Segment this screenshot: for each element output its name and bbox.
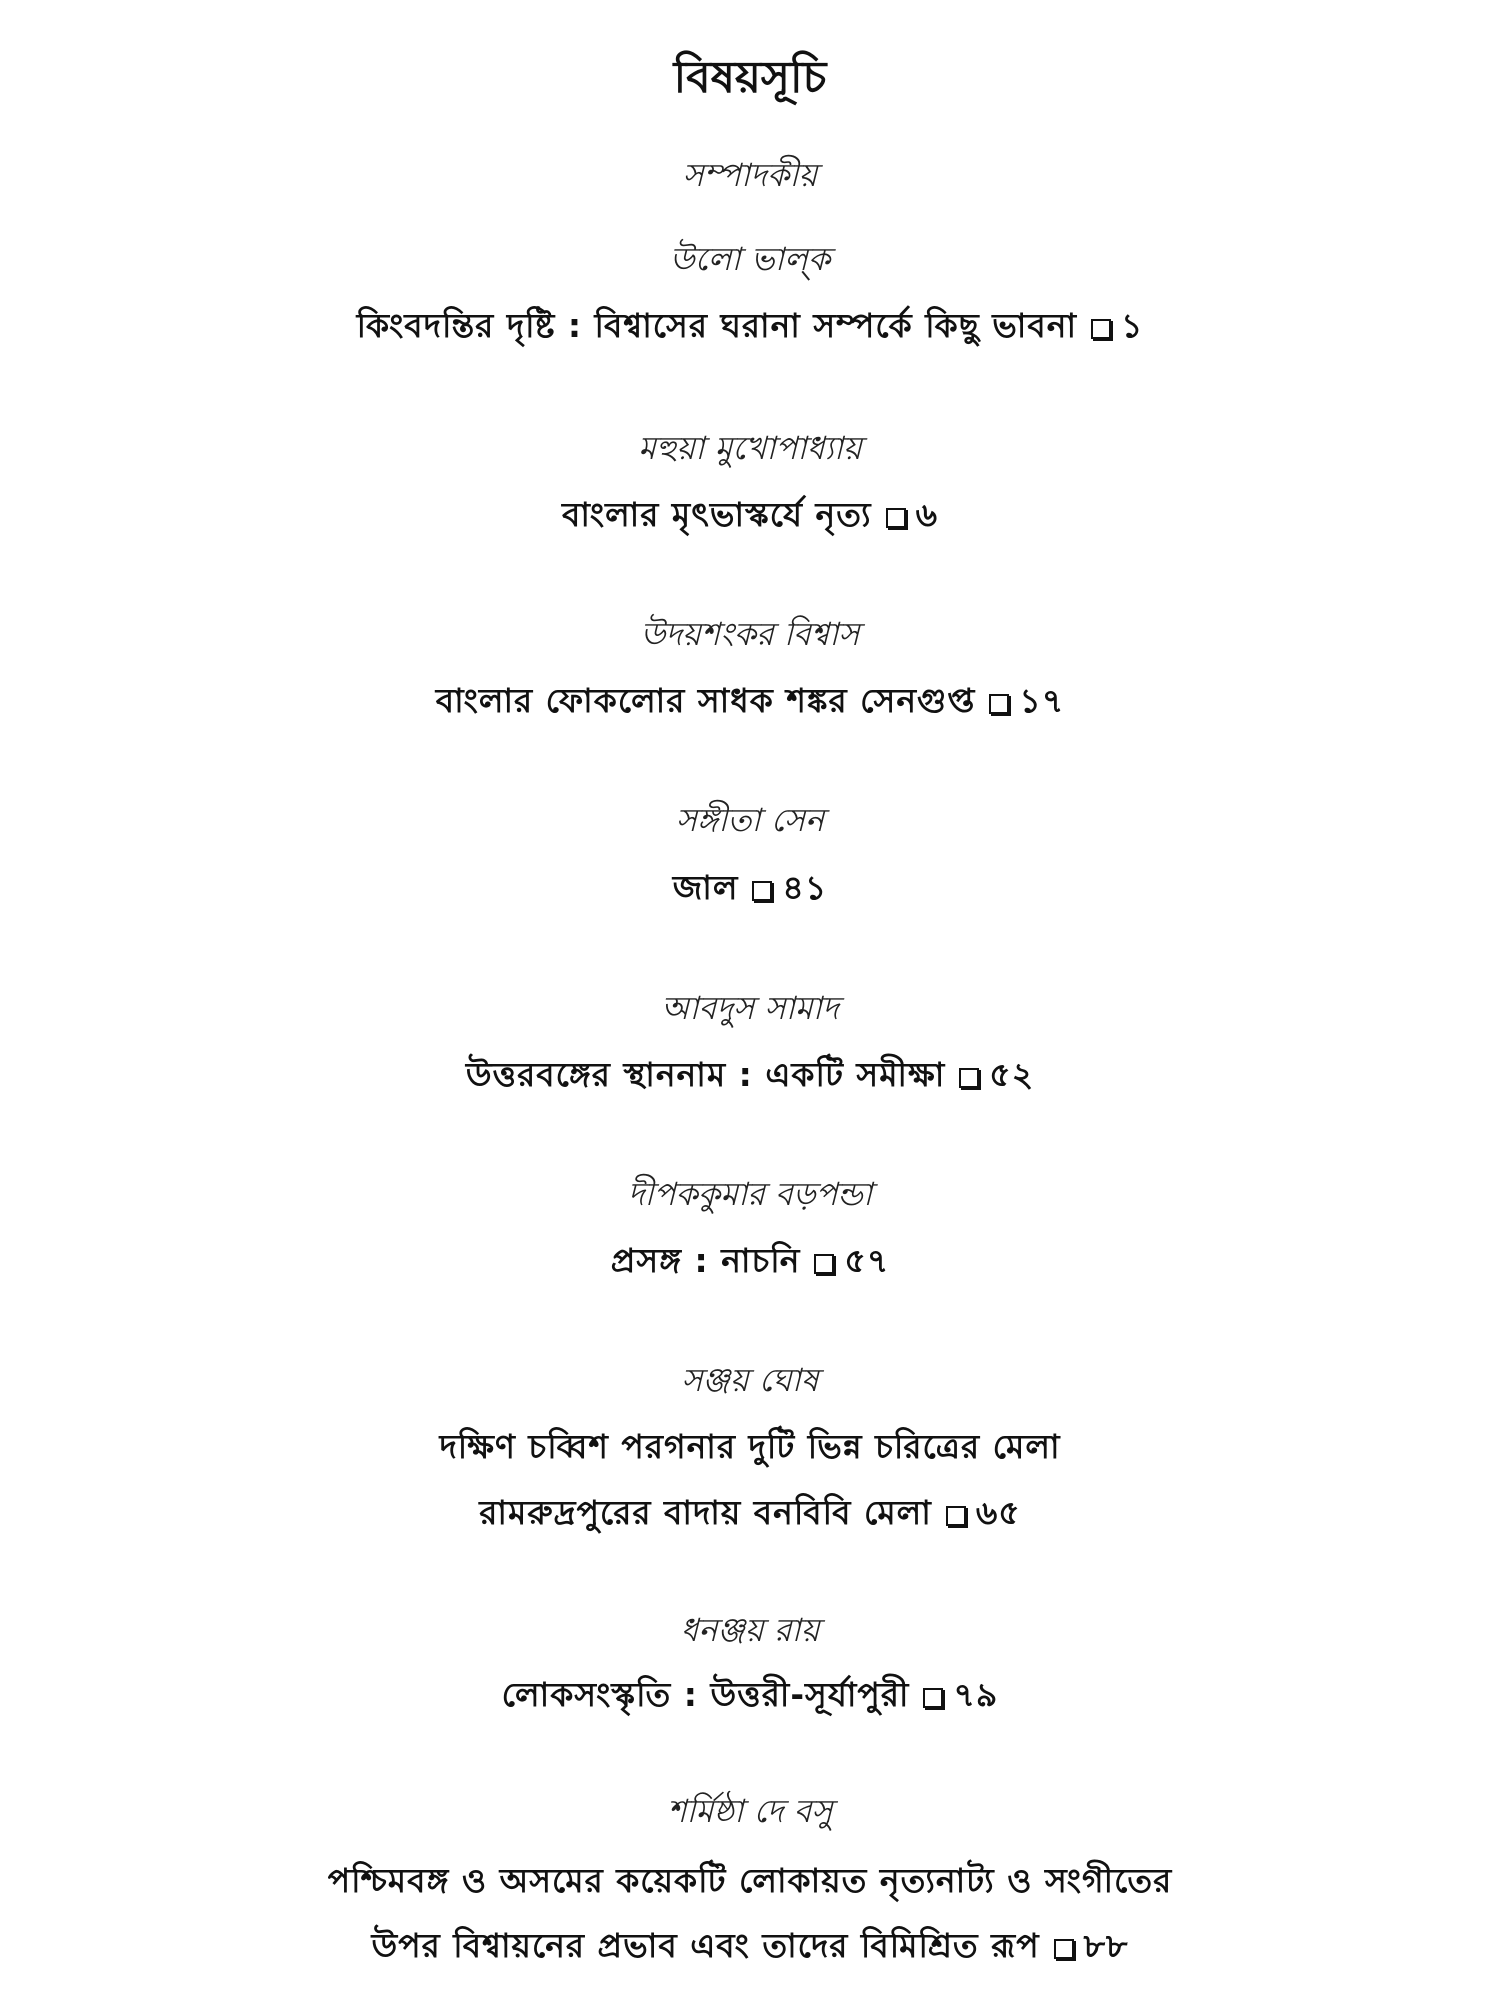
entry-title — [0, 1235, 1500, 1291]
entry-title — [0, 675, 1500, 731]
entry-page-number: ৭৯ — [953, 1675, 999, 1714]
entry-title-text: উপর বিশ্বায়নের প্রভাব এবং তাদের বিমিশ্রিত রূপ — [371, 1926, 1040, 1965]
entry-page-number: ৬৫ — [975, 1493, 1021, 1532]
box-bullet-icon — [923, 1688, 943, 1708]
entry-page-number: ৪১ — [782, 868, 828, 907]
entry-title-text: রামরুদ্রপুরের বাদায় বনবিবি মেলা — [479, 1493, 932, 1532]
entry-author: ধনঞ্জয় রায় — [680, 1611, 820, 1649]
entry-title-text: পশ্চিমবঙ্গ ও অসমের কয়েকটি লোকায়ত নৃত্যনাট্য ও সংগীতের — [327, 1861, 1173, 1900]
box-bullet-icon — [752, 881, 772, 901]
entry-title — [0, 489, 1500, 545]
box-bullet-icon — [814, 1254, 834, 1274]
entry-title — [0, 300, 1500, 356]
entry-author: মহুয়া মুখোপাধ্যায় — [638, 429, 862, 467]
entry-title-text: কিংবদন্তির দৃষ্টি : বিশ্বাসের ঘরানা সম্পর্কে কিছু ভাবনা — [356, 306, 1078, 345]
entry-title — [0, 1049, 1500, 1105]
entry-page-number: ১৭ — [1019, 681, 1065, 720]
entry-title-line — [0, 1855, 1500, 1911]
entry-page-number: ১ — [1121, 306, 1144, 345]
entry-title-text: জাল — [672, 868, 739, 907]
entry-title-text: দক্ষিণ চব্বিশ পরগনার দুটি ভিন্ন চরিত্রের মেলা — [439, 1427, 1061, 1466]
entry-title-text: উত্তরবঙ্গের স্থাননাম : একটি সমীক্ষা — [465, 1055, 946, 1094]
entry-author: শর্মিষ্ঠা দে বসু — [667, 1792, 833, 1830]
box-bullet-icon — [959, 1068, 979, 1088]
entry-title-text: বাংলার ফোকলোর সাধক শঙ্কর সেনগুপ্ত — [435, 681, 976, 720]
box-bullet-icon — [989, 694, 1009, 714]
entry-title-text: বাংলার মৃৎভাস্কর্যে নৃত্য — [561, 495, 872, 534]
entry-author: সঙ্গীতা সেন — [675, 801, 825, 839]
entry-title — [0, 862, 1500, 918]
entry-author: আবদুস সামাদ — [661, 989, 839, 1027]
entry-title — [0, 1669, 1500, 1725]
entry-page-number: ৮৮ — [1083, 1926, 1129, 1965]
entry-page-number: ৫৭ — [844, 1241, 890, 1280]
entry-author: উদয়শংকর বিশ্বাস — [640, 615, 860, 653]
box-bullet-icon — [1091, 319, 1111, 339]
entry-title — [0, 1920, 1500, 1976]
entry-author: দীপককুমার বড়পন্ডা — [627, 1175, 873, 1213]
entry-title-text: প্রসঙ্গ : নাচনি — [610, 1241, 801, 1280]
entry-author: সঞ্জয় ঘোষ — [681, 1361, 819, 1399]
box-bullet-icon — [1054, 1939, 1074, 1959]
entry-title-line — [0, 1421, 1500, 1477]
entry-page-number: ৫২ — [989, 1055, 1035, 1094]
box-bullet-icon — [886, 508, 906, 528]
entry-page-number: ৬ — [915, 495, 939, 534]
entry-author: উলো ভাল্‌ক — [669, 240, 831, 278]
entry-title — [0, 1487, 1500, 1543]
editorial-heading: সম্পাদকীয় — [682, 156, 818, 194]
box-bullet-icon — [946, 1506, 966, 1526]
page-title: বিষয়সূচি — [673, 52, 827, 103]
entry-title-text: লোকসংস্কৃতি : উত্তরী-সূর্যাপুরী — [501, 1675, 910, 1714]
